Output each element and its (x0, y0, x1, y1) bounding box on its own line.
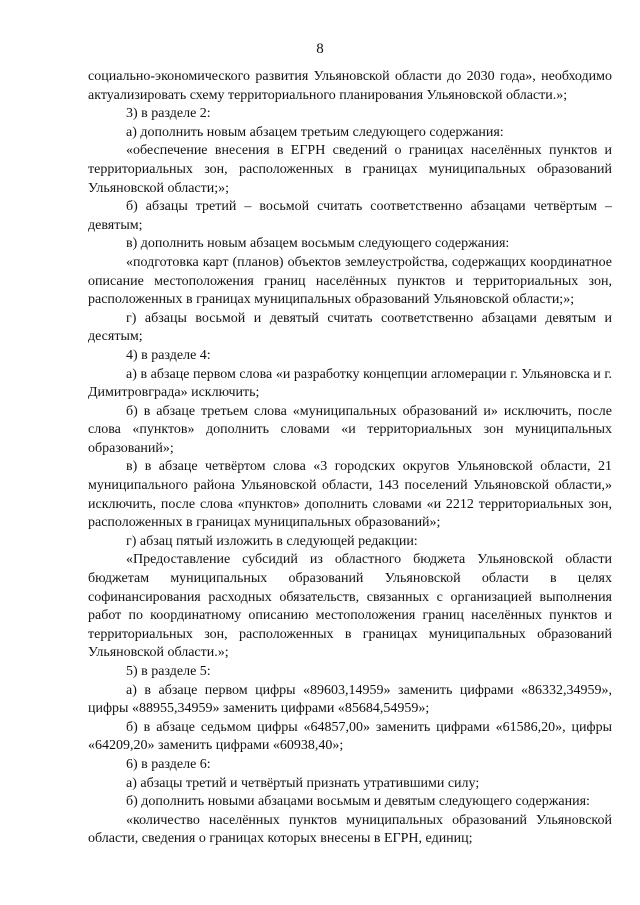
paragraph: «подготовка карт (планов) объектов землеустройства, содержащих координатное описание местоположения границ населённых пунктов и территориальных зон, расположенных в границах муниципальных образований Ульяновской области;»; (88, 254, 612, 308)
paragraph: в) в абзаце четвёртом слова «3 городских округов Ульяновской области, 21 муниципального района Ульяновской области, 143 поселений Ульяновской области,» исключить, после слова «пунктов» дополнить словами «и 2212 территориальных зон, расположенных в границах муниципальных образований»; (88, 459, 612, 531)
paragraph: 5) в разделе 5: (126, 664, 211, 679)
paragraph: б) в абзаце третьем слова «муниципальных образований и» исключить, после слова «пунктов» дополнить словами «и территориальных зон муниципальных образований»; (88, 403, 612, 456)
paragraph: 4) в разделе 4: (126, 347, 211, 363)
paragraph: г) абзац пятый изложить в следующей редакции: (126, 533, 418, 549)
paragraph: а) в абзаце первом слова «и разработку концепции агломерации г. Ульяновска и г. Димитровграда» исключить; (88, 366, 612, 401)
page-number: 8 (316, 41, 324, 57)
paragraph: а) в абзаце первом цифры «89603,14959» заменить цифрами «86332,34959», цифры «88955,34959» заменить цифрами «85684,54959»; (88, 682, 612, 717)
paragraph: б) абзацы третий – восьмой считать соответственно абзацами четвёртым – девятым; (88, 199, 612, 233)
paragraph: «количество населённых пунктов муниципальных образований Ульяновской области, сведения о границах которых внесены в ЕГРН, единиц; (88, 812, 612, 847)
paragraph: в) дополнить новым абзацем восьмым следующего содержания: (126, 236, 510, 252)
paragraph: 3) в разделе 2: (126, 106, 211, 122)
paragraph: б) в абзаце седьмом цифры «64857,00» заменить цифрами «61586,20», цифры «64209,20» заменить цифрами «60938,40»; (88, 719, 612, 754)
paragraph: а) дополнить новым абзацем третьим следующего содержания: (126, 124, 504, 140)
paragraph: «Предоставление субсидий из областного бюджета Ульяновской области бюджетам муниципальных образований Ульяновской области в целях софинансирования расходных обязательств, связанных с организацией выполнения работ по координатному описанию местоположения границ населённых пунктов и территориальных зон, расположенных в границах муниципальных образований Ульяновской области.»; (88, 552, 612, 661)
paragraph: «обеспечение внесения в ЕГРН сведений о границах населённых пунктов и территориальных зон, расположенных в границах муниципальных образований Ульяновской области;»; (88, 143, 612, 196)
paragraph: 6) в разделе 6: (126, 756, 211, 772)
paragraph: б) дополнить новыми абзацами восьмым и девятым следующего содержания: (126, 794, 590, 810)
document-body (88, 68, 612, 849)
paragraph: г) абзацы восьмой и девятый считать соответственно абзацами девятым и десятым; (88, 310, 612, 345)
paragraph: а) абзацы третий и четвёртый признать утратившими силу; (126, 775, 480, 791)
paragraph: социально-экономического развития Ульяновской области до 2030 года», необходимо актуализировать схему территориального планирования Ульяновской области.»; (88, 69, 612, 103)
